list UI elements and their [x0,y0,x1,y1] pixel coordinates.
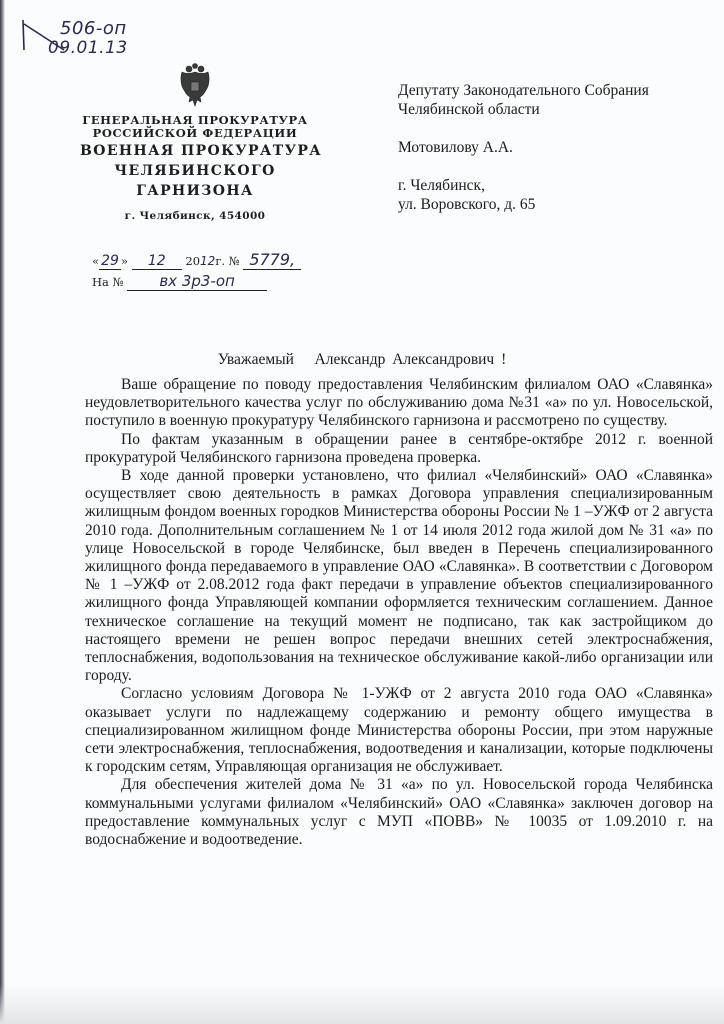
addressee-city: г. Челябинск, [398,177,485,194]
letterhead [80,62,323,222]
reply-to-number: вх 3р3-оп [127,272,267,291]
outgoing-number-label: № [228,254,240,268]
dept-name-line3: ГАРНИЗОНА [136,183,254,199]
reply-to-row [92,272,312,294]
body-paragraph: Ваше обращение по поводу предоставления Челябинским филиалом ОАО «Славянка» неудовлетворительного качества услуг по обслуживанию дома №31 «а» по ул. Новосельской, поступило в военную прокуратуру Челябинского гарнизона и рассмотрено по существу. [85,376,713,430]
org-city: г. Челябинск, 454000 [124,210,266,222]
russian-coat-of-arms-icon [178,62,212,110]
addressee-position-line2: Челябинской области [398,101,540,118]
reply-to-label: На № [92,275,124,289]
salutation: Уважаемый Александр Александрович ! [217,351,507,368]
outgoing-month: 12 [132,253,182,270]
outgoing-year: 12 [200,254,216,268]
dept-name-line1: ВОЕННАЯ ПРОКУРАТУРА [80,143,323,159]
outgoing-date-suffix: г. [215,254,226,268]
dept-name-line2: ЧЕЛЯБИНСКОГО [114,163,276,179]
addressee-position-line1: Депутату Законодательного Собрания [398,82,649,99]
outgoing-registration [92,250,312,294]
body-paragraph: Согласно условиям Договора № 1-УЖФ от 2 августа 2010 года ОАО «Славянка» оказывает услуги по надлежащему содержанию и ремонту общего имущества в специализированном жилищном фонде Министерства обороны России, при этом наружные сети электроснабжения, теплоснабжения, водоотведения и канализации, которые подключены к городским сетям, Управляющая организация не обслуживает. [85,685,713,776]
addressee-street: ул. Воровского, д. 65 [398,196,536,213]
body-paragraph: Для обеспечения жителей дома № 31 «а» по ул. Новосельской города Челябинска коммунальными услугами филиалом «Челябинский» ОАО «Славянка» заключен договор на предоставление коммунальных услуг с МУП «ПОВВ» № 10035 от 1.09.2010 г. на водоснабжение и водоотведение. [85,776,713,849]
registration-number: 506-оп [60,18,127,39]
body-paragraph: В ходе данной проверки установлено, что филиал «Челябинский» ОАО «Славянка» осуществляет свою деятельность в рамках Договора управления специализированным жилищным фондом военных городков Министерства обороны России № 1 –УЖФ от 2 августа 2010 года. Дополнительным соглашением № 1 от 14 июля 2012 года жилой дом № 31 «а» по улице Новосельской в городе Челябинске, был введен в Перечень специализированного жилищного фонда передаваемого в управление ОАО «Славянка». В соответствии с Договором № 1 –УЖФ от 2.08.2012 года факт передачи в управление объектов специализированного жилищного фонда Управляющей компании оформляется техническим соглашением. Данное техническое соглашение на текущий момент не подписано, так как застройщиком до настоящего времени не решен вопрос передачи внешних сетей электроснабжения, теплоснабжения, водопользования на техническое обслуживание какой-либо организации или городу. [85,467,713,685]
incoming-registration-mark [18,14,168,64]
registration-date: 09.01.13 [48,38,128,58]
body-paragraph: По фактам указанным в обращении ранее в сентябре-октябре 2012 г. военной прокуратурой Челябинского гарнизона проведена проверка. [85,430,713,466]
letter-body [85,376,713,849]
outgoing-day: 29 [99,253,121,270]
outgoing-date-row: « 29 » 12 2012г. № 5779, [92,250,312,272]
outgoing-year-prefix: 20 [185,254,201,268]
outgoing-number: 5779, [243,250,301,270]
addressee-block [398,81,708,214]
addressee-name: Мотовилову А.А. [398,139,513,156]
org-name-line1: ГЕНЕРАЛЬНАЯ ПРОКУРАТУРА [82,113,308,127]
org-name-line2: РОССИЙСКОЙ ФЕДЕРАЦИИ [92,126,298,140]
